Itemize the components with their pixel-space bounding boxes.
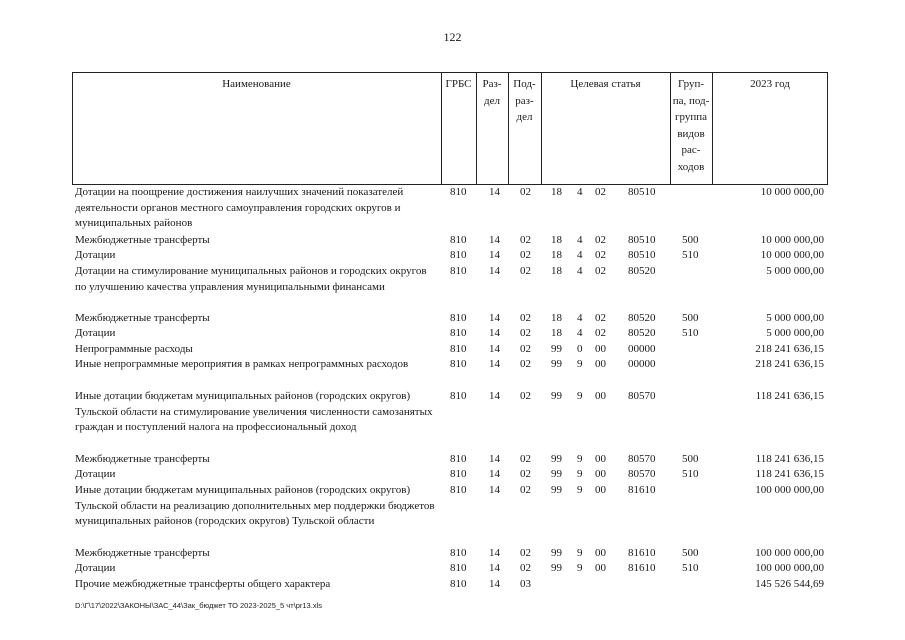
row-event: 02 — [595, 265, 606, 277]
row-name: Дотации на поощрение достижения наилучших значений показателей деятельности органов местного самоуправления городских округов и муниципальных районов — [75, 186, 404, 230]
header-grbs: ГРБС — [445, 78, 472, 90]
row-podrazdel: 02 — [520, 358, 531, 370]
row-direction: 00000 — [628, 343, 656, 355]
row-grbs: 810 — [450, 312, 467, 324]
row-razdel: 14 — [489, 562, 500, 574]
row-event: 00 — [595, 547, 606, 559]
row-grbs: 810 — [450, 468, 467, 480]
row-vid-rashodov: 510 — [682, 562, 699, 574]
row-subprogram: 4 — [577, 265, 583, 277]
row-event: 00 — [595, 343, 606, 355]
row-name: Иные непрограммные мероприятия в рамках непрограммных расходов — [75, 358, 409, 370]
row-name: Дотации — [75, 327, 116, 339]
row-podrazdel: 02 — [520, 484, 531, 496]
row-direction: 80510 — [628, 186, 656, 198]
row-podrazdel: 02 — [520, 453, 531, 465]
row-razdel: 14 — [489, 390, 500, 402]
row-name: Дотации — [75, 249, 116, 261]
row-podrazdel: 02 — [520, 343, 531, 355]
row-event: 00 — [595, 390, 606, 402]
row-podrazdel: 02 — [520, 468, 531, 480]
header-razdel: Раз- дел — [482, 78, 502, 107]
row-direction: 80570 — [628, 390, 656, 402]
row-subprogram: 9 — [577, 468, 583, 480]
row-event: 00 — [595, 358, 606, 370]
row-program: 18 — [551, 249, 562, 261]
row-sum: 100 000 000,00 — [755, 547, 824, 559]
row-grbs: 810 — [450, 578, 467, 590]
row-razdel: 14 — [489, 249, 500, 261]
row-razdel: 14 — [489, 358, 500, 370]
row-direction: 80520 — [628, 327, 656, 339]
row-direction: 81610 — [628, 547, 656, 559]
row-razdel: 14 — [489, 578, 500, 590]
row-razdel: 14 — [489, 186, 500, 198]
row-direction: 80510 — [628, 249, 656, 261]
row-sum: 218 241 636,15 — [755, 343, 824, 355]
row-program: 18 — [551, 265, 562, 277]
row-grbs: 810 — [450, 186, 467, 198]
row-grbs: 810 — [450, 453, 467, 465]
row-sum: 5 000 000,00 — [766, 265, 824, 277]
row-grbs: 810 — [450, 265, 467, 277]
row-grbs: 810 — [450, 358, 467, 370]
row-sum: 145 526 544,69 — [755, 578, 824, 590]
row-sum: 10 000 000,00 — [760, 186, 824, 198]
row-program: 99 — [551, 343, 562, 355]
row-vid-rashodov: 510 — [682, 327, 699, 339]
row-direction: 00000 — [628, 358, 656, 370]
row-podrazdel: 02 — [520, 562, 531, 574]
row-podrazdel: 02 — [520, 186, 531, 198]
row-sum: 118 241 636,15 — [755, 453, 824, 465]
row-sum: 218 241 636,15 — [755, 358, 824, 370]
row-vid-rashodov: 510 — [682, 468, 699, 480]
row-direction: 81610 — [628, 562, 656, 574]
row-podrazdel: 03 — [520, 578, 531, 590]
row-subprogram: 4 — [577, 186, 583, 198]
row-program: 18 — [551, 186, 562, 198]
row-podrazdel: 02 — [520, 390, 531, 402]
row-grbs: 810 — [450, 562, 467, 574]
row-event: 02 — [595, 186, 606, 198]
row-event: 00 — [595, 562, 606, 574]
row-subprogram: 9 — [577, 484, 583, 496]
row-podrazdel: 02 — [520, 547, 531, 559]
row-grbs: 810 — [450, 547, 467, 559]
row-event: 02 — [595, 312, 606, 324]
row-event: 00 — [595, 468, 606, 480]
row-podrazdel: 02 — [520, 265, 531, 277]
row-event: 00 — [595, 453, 606, 465]
header-year: 2023 год — [750, 78, 790, 90]
row-grbs: 810 — [450, 249, 467, 261]
row-sum: 5 000 000,00 — [766, 327, 824, 339]
row-program: 99 — [551, 390, 562, 402]
row-sum: 5 000 000,00 — [766, 312, 824, 324]
row-subprogram: 4 — [577, 234, 583, 246]
row-podrazdel: 02 — [520, 327, 531, 339]
row-sum: 100 000 000,00 — [755, 562, 824, 574]
row-sum: 10 000 000,00 — [760, 234, 824, 246]
row-direction: 80520 — [628, 265, 656, 277]
row-subprogram: 4 — [577, 312, 583, 324]
row-event: 02 — [595, 249, 606, 261]
row-direction: 81610 — [628, 484, 656, 496]
row-vid-rashodov: 510 — [682, 249, 699, 261]
row-event: 02 — [595, 234, 606, 246]
header-podrazdel: Под- раз- дел — [513, 78, 536, 123]
row-grbs: 810 — [450, 327, 467, 339]
row-event: 02 — [595, 327, 606, 339]
row-program: 18 — [551, 312, 562, 324]
row-podrazdel: 02 — [520, 312, 531, 324]
row-sum: 100 000 000,00 — [755, 484, 824, 496]
row-subprogram: 4 — [577, 327, 583, 339]
row-razdel: 14 — [489, 468, 500, 480]
row-subprogram: 9 — [577, 358, 583, 370]
page-number: 122 — [443, 30, 462, 44]
row-razdel: 14 — [489, 234, 500, 246]
row-direction: 80570 — [628, 468, 656, 480]
row-razdel: 14 — [489, 327, 500, 339]
row-vid-rashodov: 500 — [682, 453, 699, 465]
row-program: 18 — [551, 327, 562, 339]
row-podrazdel: 02 — [520, 249, 531, 261]
row-direction: 80570 — [628, 453, 656, 465]
row-name: Иные дотации бюджетам муниципальных районов (городских округов) Тульской области на стимулирование увеличения численности самозанятых граждан и поступлений налога на профессиональный доход — [75, 390, 433, 434]
row-direction: 80510 — [628, 234, 656, 246]
row-subprogram: 0 — [577, 343, 583, 355]
row-program: 99 — [551, 484, 562, 496]
row-grbs: 810 — [450, 484, 467, 496]
row-name: Дотации на стимулирование муниципальных районов и городских округов по улучшению качества управления муниципальными финансами — [75, 265, 427, 293]
row-subprogram: 9 — [577, 390, 583, 402]
row-name: Непрограммные расходы — [75, 343, 193, 355]
row-grbs: 810 — [450, 390, 467, 402]
row-program: 99 — [551, 358, 562, 370]
header-name: Наименование — [222, 78, 291, 90]
row-name: Дотации — [75, 468, 116, 480]
header-target: Целевая статья — [570, 78, 641, 90]
row-vid-rashodov: 500 — [682, 547, 699, 559]
row-name: Дотации — [75, 562, 116, 574]
row-subprogram: 4 — [577, 249, 583, 261]
row-razdel: 14 — [489, 265, 500, 277]
row-program: 99 — [551, 562, 562, 574]
row-grbs: 810 — [450, 234, 467, 246]
row-program: 99 — [551, 453, 562, 465]
row-razdel: 14 — [489, 547, 500, 559]
row-razdel: 14 — [489, 343, 500, 355]
row-vid-rashodov: 500 — [682, 234, 699, 246]
row-grbs: 810 — [450, 343, 467, 355]
row-name: Межбюджетные трансферты — [75, 547, 210, 559]
row-name: Иные дотации бюджетам муниципальных районов (городских округов) Тульской области на реализацию дополнительных мер поддержки бюджетов муниципальных районов (городских округов) Тульской области — [75, 484, 435, 528]
row-program: 99 — [551, 547, 562, 559]
row-subprogram: 9 — [577, 547, 583, 559]
row-podrazdel: 02 — [520, 234, 531, 246]
row-program: 18 — [551, 234, 562, 246]
row-name: Межбюджетные трансферты — [75, 453, 210, 465]
row-program: 99 — [551, 468, 562, 480]
row-razdel: 14 — [489, 484, 500, 496]
row-name: Межбюджетные трансферты — [75, 312, 210, 324]
row-sum: 118 241 636,15 — [755, 468, 824, 480]
row-name: Прочие межбюджетные трансферты общего характера — [75, 578, 331, 590]
row-vid-rashodov: 500 — [682, 312, 699, 324]
row-razdel: 14 — [489, 453, 500, 465]
row-sum: 10 000 000,00 — [760, 249, 824, 261]
row-razdel: 14 — [489, 312, 500, 324]
row-name: Межбюджетные трансферты — [75, 234, 210, 246]
header-vid-rashodov: Груп- па, под- группа видов рас- ходов — [672, 78, 710, 173]
row-event: 00 — [595, 484, 606, 496]
row-subprogram: 9 — [577, 453, 583, 465]
row-direction: 80520 — [628, 312, 656, 324]
row-sum: 118 241 636,15 — [755, 390, 824, 402]
row-subprogram: 9 — [577, 562, 583, 574]
file-path-footer: D:\Г\17\2022\ЗАКОНЫ\ЗАС_44\Зак_бюджет ТО 2023-2025_5 чт\pr13.xls — [75, 601, 322, 610]
